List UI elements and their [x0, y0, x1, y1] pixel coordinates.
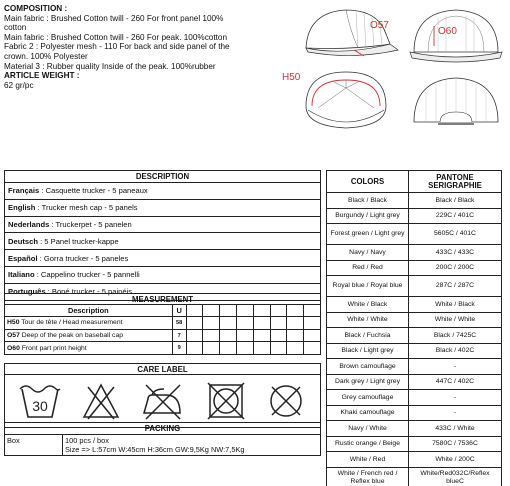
color-name: Khaki camouflage [327, 405, 409, 421]
composition-line: Main fabric : Brushed Cotton twill - 260 For peak. 100%cotton [4, 32, 227, 42]
label-o57: O57 [370, 20, 389, 31]
description-row [5, 250, 321, 267]
color-name: Black / Fuchsia [327, 328, 409, 344]
color-name: White / Black [327, 297, 409, 313]
color-name: Forest green / Light grey [327, 224, 409, 245]
measurement-title: MEASUREMENT [5, 294, 321, 305]
pantone-code: 7580C / 7536C [409, 436, 502, 452]
pantone-code: 433C / 433C [409, 245, 502, 261]
measurement-code: O57 [7, 332, 20, 340]
pantone-code: 5605C / 401C [409, 224, 502, 245]
lang-name: English [8, 203, 36, 213]
lang-text: : Trucker mesh cap - 5 panels [35, 203, 138, 213]
measurement-code: H50 [7, 319, 20, 327]
label-h50: H50 [282, 72, 301, 83]
packing-details [63, 435, 321, 456]
composition-line: Main fabric : Brushed Cotton twill - 260 For front panel 100% [4, 13, 224, 23]
measurement-row [5, 317, 173, 330]
description-table [4, 170, 321, 301]
color-name: Royal blue / Royal blue [327, 276, 409, 297]
composition-block [4, 4, 276, 90]
cap-drawings [280, 2, 508, 142]
measurement-value: 7 [172, 329, 186, 342]
lang-text: : Casquette trucker - 5 paneaux [39, 186, 148, 196]
label-o60: O60 [438, 26, 457, 37]
colors-header: COLORS [327, 171, 409, 193]
wash-temp: 30 [32, 398, 48, 414]
pantone-code: 287C / 287C [409, 276, 502, 297]
color-name: Grey camouflage [327, 390, 409, 406]
no-tumble-dry-icon [205, 381, 247, 421]
pantone-code: 447C / 402C [409, 374, 502, 390]
packing-line: 100 pcs / box [65, 436, 109, 445]
color-name: Black / Light grey [327, 343, 409, 359]
color-name: White / Red [327, 452, 409, 468]
wash-30-icon [18, 381, 62, 421]
measurement-table [4, 293, 321, 355]
pantone-header: PANTONE SERIGRAPHIE [409, 171, 502, 193]
color-name: Navy / White [327, 421, 409, 437]
description-row [5, 266, 321, 283]
pantone-code: Black / 7425C [409, 328, 502, 344]
pantone-code: White / 200C [409, 452, 502, 468]
lang-name: Italiano [8, 270, 35, 280]
care-label-table [4, 363, 321, 428]
pantone-code: 229C / 401C [409, 208, 502, 224]
pantone-code: White/Red032C/Reflex blueC [409, 467, 502, 486]
cap-under-view [298, 68, 394, 136]
composition-line: crown. 100% Polyester [4, 51, 88, 61]
lang-name: Español [8, 253, 38, 263]
description-row [5, 199, 321, 216]
packing-table [4, 422, 321, 456]
measurement-desc-header: Description [5, 305, 173, 317]
color-name: Brown camouflage [327, 359, 409, 375]
packing-title: PACKING [5, 423, 321, 435]
measurement-u-header: U [172, 305, 186, 317]
composition-heading: COMPOSITION : [4, 4, 68, 13]
measurement-value: 58 [172, 317, 186, 330]
pantone-code: Black / 402C [409, 343, 502, 359]
measurement-text: Deep of the peak on baseball cap [19, 332, 124, 340]
pantone-code: 433C / White [409, 421, 502, 437]
lang-text: : Cappelino trucker - 5 pannelli [34, 270, 140, 280]
color-name: White / French red / Reflex blue [327, 467, 409, 486]
measurement-text: Tour de tête / Head measurement [19, 319, 123, 327]
packing-line: Size => L:57cm W:45cm H:36cm GW:9,5Kg NW:7,5Kg [65, 445, 245, 454]
colors-table [326, 170, 502, 486]
cap-back-view [408, 72, 504, 134]
color-name: Red / Red [327, 260, 409, 276]
pantone-code: White / White [409, 312, 502, 328]
composition-line: Fabric 2 : Polyester mesh - 110 For back and side panel of the [4, 42, 230, 52]
color-name: Rustic orange / Beige [327, 436, 409, 452]
pantone-code: 200C / 200C [409, 260, 502, 276]
composition-line: cotton [4, 23, 27, 33]
cap-side-view [294, 4, 404, 62]
no-bleach-icon [80, 381, 122, 421]
description-row [5, 233, 321, 250]
color-name: White / White [327, 312, 409, 328]
lang-text: : 5 Panel trucker-kappe [37, 236, 119, 246]
weight-value: 62 gr/pc [4, 80, 34, 90]
measurement-row [5, 329, 173, 342]
composition-line: Material 3 : Rubber quality Inside of the peak. 100%rubber [4, 61, 216, 71]
measurement-text: Front part print height [19, 344, 87, 352]
lang-name: Nederlands [8, 219, 50, 229]
description-title: DESCRIPTION [5, 171, 321, 183]
pantone-code: White / Black [409, 297, 502, 313]
measurement-code: O60 [7, 344, 20, 352]
description-row [5, 183, 321, 200]
lang-name: Français [8, 186, 40, 196]
pantone-code: - [409, 390, 502, 406]
lang-text: : Boné trucker - 5 painéis [45, 287, 133, 297]
measurement-value: 9 [172, 342, 186, 355]
lang-name: Português [8, 287, 46, 297]
no-iron-icon [140, 381, 186, 421]
weight-heading: ARTICLE WEIGHT : [4, 71, 80, 81]
color-name: Burgundy / Light grey [327, 208, 409, 224]
lang-text: : Truckerpet - 5 panelen [49, 219, 132, 229]
packing-label: Box [5, 435, 63, 456]
color-name: Black / Black [327, 193, 409, 209]
color-name: Navy / Navy [327, 245, 409, 261]
description-row [5, 216, 321, 233]
pantone-code: - [409, 405, 502, 421]
measurement-row [5, 342, 173, 355]
pantone-code: Black / Black [409, 193, 502, 209]
no-dry-clean-icon [265, 381, 307, 421]
lang-text: : Gorra trucker - 5 paneles [37, 253, 129, 263]
pantone-code: - [409, 359, 502, 375]
care-label-title: CARE LABEL [5, 364, 321, 375]
lang-name: Deutsch [8, 236, 38, 246]
color-name: Dark grey / Light grey [327, 374, 409, 390]
